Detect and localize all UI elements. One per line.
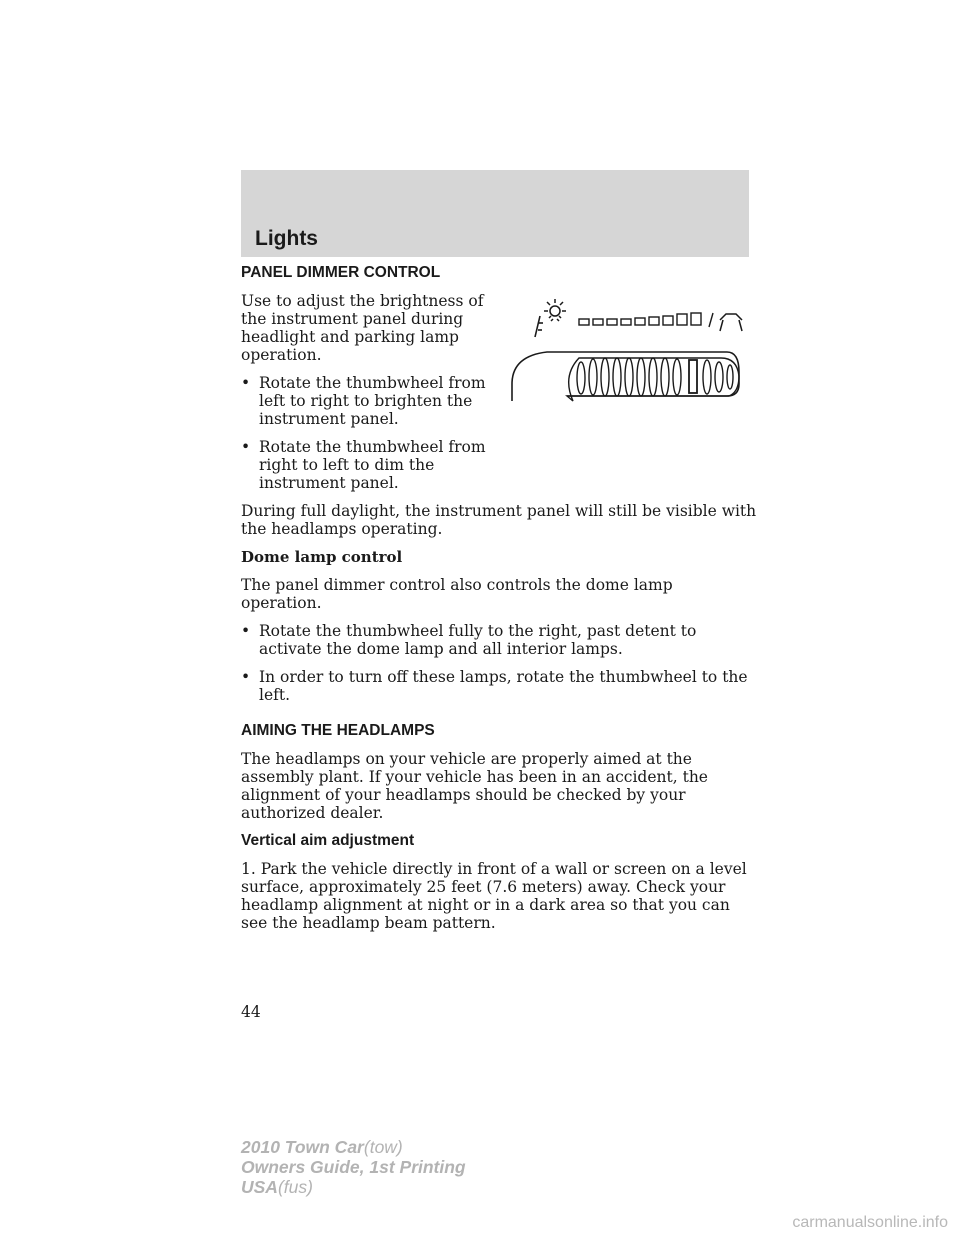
aiming-headlamps-heading: AIMING THE HEADLAMPS <box>241 722 435 739</box>
dome-lamp-bullets <box>241 622 757 704</box>
list-item: • Rotate the thumbwheel from right to left to dim the instrument panel. <box>241 438 503 492</box>
footer-region-code: (fus) <box>277 1177 313 1197</box>
footer-model: 2010 Town Car <box>241 1137 364 1157</box>
panel-dimmer-heading: PANEL DIMMER CONTROL <box>241 264 441 281</box>
footer-line-3 <box>241 1177 466 1197</box>
list-item: • Rotate the thumbwheel fully to the right, past detent to activate the dome lamp and all interior lamps. <box>241 622 757 658</box>
footer-line-2: Owners Guide, 1st Printing <box>241 1157 466 1177</box>
print-footer <box>241 1137 466 1197</box>
dome-lamp-text: The panel dimmer control also controls the dome lamp operation. <box>241 576 673 612</box>
footer-region: USA <box>241 1177 278 1197</box>
panel-dimmer-intro-block <box>241 292 503 492</box>
dome-lamp-heading: Dome lamp control <box>241 548 403 566</box>
panel-dimmer-intro: Use to adjust the brightness of the instrument panel during headlight and parking lamp operation. <box>241 292 484 364</box>
page-number: 44 <box>241 1003 261 1021</box>
page-content <box>241 264 757 942</box>
panel-dimmer-bullets <box>241 374 503 492</box>
daylight-note: During full daylight, the instrument panel will still be visible with the headlamps operating. <box>241 502 757 538</box>
footer-model-code: (tow) <box>363 1137 403 1157</box>
section-header-band <box>241 170 749 257</box>
aiming-step-1: 1. Park the vehicle directly in front of a wall or screen on a level surface, approximately 25 feet (7.6 meters) away. Check your headlamp alignment at night or in a dark area so that you can see the headlamp beam pattern. <box>241 860 747 932</box>
section-title: Lights <box>255 227 318 250</box>
footer-line-1 <box>241 1137 466 1157</box>
aiming-text: The headlamps on your vehicle are properly aimed at the assembly plant. If your vehicle has been in an accident, the alignment of your headlamps should be checked by your authorized dealer. <box>241 750 708 822</box>
list-item: • In order to turn off these lamps, rotate the thumbwheel to the left. <box>241 668 757 704</box>
vertical-aim-heading: Vertical aim adjustment <box>241 832 415 849</box>
list-item: • Rotate the thumbwheel from left to right to brighten the instrument panel. <box>241 374 503 428</box>
watermark: carmanualsonline.info <box>792 1214 948 1231</box>
